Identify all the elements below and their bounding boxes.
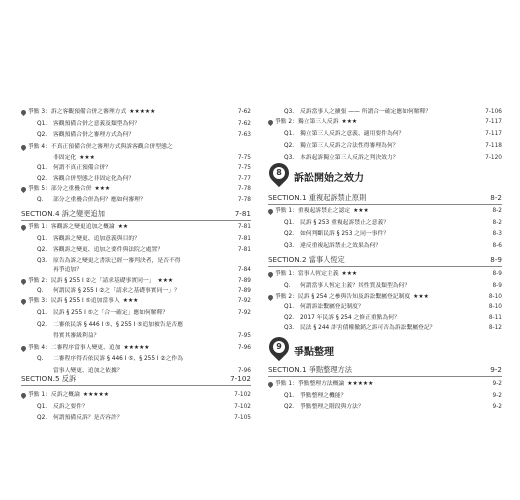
question-number: Q3. xyxy=(284,155,295,161)
entry-label: 爭點 3：訴之客觀預備合併之審理方式 xyxy=(28,109,127,115)
page-number: 8-12 xyxy=(488,325,502,331)
entry-text xyxy=(37,234,235,244)
entry-label: 爭點整理之機能？ xyxy=(300,393,347,399)
page-number: 7-77 xyxy=(237,176,251,182)
question-number: Q2. xyxy=(284,404,295,410)
question-entry[interactable] xyxy=(268,241,502,251)
entry-label: 獨立第三人反訴之合法性得審理為何？ xyxy=(300,143,399,149)
question-number: Q2. xyxy=(284,315,295,321)
chapter-heading xyxy=(268,337,334,363)
page-number: 7-102 xyxy=(234,404,251,410)
question-number: Q1. xyxy=(284,393,295,399)
entry-label: 2017 年民訴 § 254 之修正重點為何？ xyxy=(300,315,400,321)
entry-text xyxy=(37,119,235,129)
entry-text xyxy=(28,296,235,306)
question-entry[interactable] xyxy=(21,174,251,184)
location-pin-icon xyxy=(20,344,27,351)
entry-label: 爭點 5：部分之重疊合併 xyxy=(28,186,92,192)
page-number: 8-3 xyxy=(492,231,502,237)
entry-label: 得實其審級利益？ xyxy=(53,333,100,339)
entry-text xyxy=(53,331,235,341)
question-number: Q3. xyxy=(284,243,295,249)
page-number: 7-75 xyxy=(237,165,251,171)
entry-label: 爭點 3：民訴 § 255 I ⑤追加當事人 xyxy=(28,298,120,304)
entry-label: 爭點 2：獨立第三人反訴 xyxy=(275,119,339,125)
question-entry[interactable] xyxy=(21,245,251,255)
entry-text xyxy=(284,402,490,412)
entry-text xyxy=(284,241,490,251)
issue-entry[interactable] xyxy=(268,206,502,216)
entry-label: 爭點 1：重複起訴禁止之認定 xyxy=(275,208,351,214)
page-number: 7-102 xyxy=(230,374,251,383)
entry-label: 再爭追加？ xyxy=(53,267,82,273)
section-heading[interactable] xyxy=(21,374,251,384)
page-number: 8-2 xyxy=(492,220,502,226)
page-number: 8-6 xyxy=(492,243,502,249)
entry-label: 違反重複起訴禁止之效果為何？ xyxy=(300,243,382,249)
entry-label: 爭點整理之階段與方法？ xyxy=(300,404,364,410)
importance-stars: ★★ xyxy=(117,224,129,230)
location-pin-icon xyxy=(267,293,274,300)
question-number: Q2. xyxy=(37,176,48,182)
entry-continuation[interactable] xyxy=(21,265,251,275)
issue-entry[interactable] xyxy=(21,390,251,400)
entry-label: 本訴起訴獨立第三人反訴之判決效力？ xyxy=(300,155,399,161)
question-entry[interactable] xyxy=(268,218,502,228)
entry-label: 何謂當事人恆定主義？其性質及類型為何？ xyxy=(300,283,411,289)
entry-text xyxy=(28,343,235,353)
entry-label: 客觀訴之變更、追加意義與目的？ xyxy=(53,236,140,242)
entry-label: 原告為訴之變更之書狀已經一審判決者，是否不得 xyxy=(53,258,181,264)
question-entry[interactable] xyxy=(268,302,502,312)
location-pin-icon xyxy=(267,207,274,214)
question-entry[interactable] xyxy=(268,107,502,117)
page-number: 7-84 xyxy=(237,267,251,273)
entry-text xyxy=(275,117,482,127)
question-entry[interactable] xyxy=(268,141,502,151)
question-number: Q2. xyxy=(284,231,295,237)
question-number: Q3. xyxy=(284,109,295,115)
entry-text xyxy=(28,276,235,286)
entry-continuation[interactable] xyxy=(21,331,251,341)
section-heading[interactable] xyxy=(21,209,251,219)
entry-text xyxy=(275,269,490,279)
question-entry[interactable] xyxy=(268,129,502,139)
question-number: Q1. xyxy=(284,131,295,137)
question-entry[interactable] xyxy=(21,413,251,423)
page-number: 7-81 xyxy=(237,236,251,242)
page-number: 7-78 xyxy=(237,186,251,192)
importance-stars: ★★★ xyxy=(122,298,139,304)
entry-label: 何謂民訴 § 255 I ②之「請求之基礎事實同一」？ xyxy=(53,288,180,294)
question-entry[interactable] xyxy=(268,391,502,401)
question-entry[interactable] xyxy=(21,308,251,318)
importance-stars: ★★★ xyxy=(157,278,174,284)
page-number: 7-81 xyxy=(237,224,251,230)
page-number: 7-92 xyxy=(237,298,251,304)
page-number: 7-117 xyxy=(485,131,502,137)
location-pin-icon xyxy=(267,380,274,387)
entry-label: 客觀預備合併之意義及類型為何？ xyxy=(53,121,140,127)
question-number: Q. xyxy=(37,356,44,362)
entry-text xyxy=(284,229,490,239)
entry-text xyxy=(37,174,235,184)
chapter-pin-icon xyxy=(268,337,290,363)
page-number: 7-106 xyxy=(485,109,502,115)
entry-label: 非固定化 xyxy=(53,155,77,161)
question-number: Q3. xyxy=(37,258,48,264)
question-number: Q1. xyxy=(37,236,48,242)
question-entry[interactable] xyxy=(268,402,502,412)
chapter-title: 爭點整理 xyxy=(294,346,334,358)
issue-entry[interactable] xyxy=(21,142,251,152)
entry-text xyxy=(28,222,235,232)
entry-text xyxy=(53,153,235,163)
question-number: Q2. xyxy=(37,247,48,253)
page-number: 8-10 xyxy=(488,304,502,310)
page-number: 7-118 xyxy=(485,143,502,149)
entry-label: 爭點 2：民訴 § 254 之參與告知及訴訟繫屬登記制度 xyxy=(275,294,411,300)
entry-label: 民訴 § 255 I ⑤之「合一確定」應如何解釋？ xyxy=(53,310,169,316)
location-pin-icon xyxy=(20,185,27,192)
page-number: 8-9 xyxy=(490,255,502,264)
entry-label: 爭點 4：不真正預備合併之審理方式與訴客觀合併型態之 xyxy=(28,144,173,150)
question-number: Q. xyxy=(37,288,44,294)
entry-text xyxy=(37,402,231,412)
entry-text xyxy=(275,379,490,389)
issue-entry[interactable] xyxy=(21,107,251,117)
question-number: Q2. xyxy=(37,132,48,138)
page-number: 9-2 xyxy=(492,381,502,387)
question-entry[interactable] xyxy=(21,163,251,173)
page-number: 7-120 xyxy=(485,155,502,161)
page-number: 7-75 xyxy=(237,155,251,161)
page-number: 7-117 xyxy=(485,119,502,125)
entry-label: 何謂預備反訴？是否容許？ xyxy=(53,415,123,421)
importance-stars: ★★★★★ xyxy=(129,109,156,115)
page-number: 7-89 xyxy=(237,288,251,294)
importance-stars: ★★★ xyxy=(79,155,95,161)
entry-text xyxy=(37,320,251,330)
entry-text xyxy=(284,302,486,312)
question-entry[interactable] xyxy=(21,354,251,364)
issue-entry[interactable] xyxy=(21,276,251,286)
page-number: 8-9 xyxy=(492,271,502,277)
entry-label: 部分之重疊合併為何？應如何審理？ xyxy=(53,197,146,203)
entry-label: 何謂訴訟繫屬登記制度？ xyxy=(300,304,364,310)
page-number: 7-92 xyxy=(237,310,251,316)
question-number: Q1. xyxy=(37,121,48,127)
question-number: Q. xyxy=(284,283,291,289)
issue-entry[interactable] xyxy=(21,184,251,194)
question-entry[interactable] xyxy=(268,153,502,163)
question-entry[interactable] xyxy=(21,286,251,296)
chapter-title: 訴訟開始之效力 xyxy=(294,172,364,184)
entry-label: 獨立第三人反訴之意義、適用要件為何？ xyxy=(300,131,405,137)
page-number: 7-96 xyxy=(237,368,251,374)
entry-text xyxy=(284,141,482,151)
question-number: Q3. xyxy=(284,325,295,331)
issue-entry[interactable] xyxy=(268,292,502,302)
question-entry[interactable] xyxy=(21,119,251,129)
entry-continuation[interactable] xyxy=(21,153,251,163)
question-entry[interactable] xyxy=(21,234,251,244)
page-number: 8-2 xyxy=(492,208,502,214)
entry-text xyxy=(28,142,251,152)
entry-label: 何謂不真正預備合併？ xyxy=(53,165,111,171)
chapter-number: 8 xyxy=(273,167,285,179)
entry-label: 客觀訴之變更、追加之要件與法院之處置？ xyxy=(53,247,164,253)
entry-label: 當事人變更、追加之依據？ xyxy=(53,368,123,374)
entry-label: 爭點 1：爭點整理方法概論 xyxy=(275,381,345,387)
entry-label: 如何判斷民訴 § 253 之同一事件？ xyxy=(300,231,390,237)
entry-text xyxy=(28,390,231,400)
page-number: 8-2 xyxy=(490,193,502,202)
page-number: 7-62 xyxy=(237,109,251,115)
entry-text xyxy=(284,281,490,291)
issue-entry[interactable] xyxy=(268,269,502,279)
page-number: 7-102 xyxy=(234,392,251,398)
importance-stars: ★★★ xyxy=(413,294,429,300)
entry-label: 二審程序得否依民訴 § 446 I ⑤、§ 255 I ②之作為 xyxy=(53,356,183,362)
entry-label: 民訴 § 253 重複起訴禁止之意義？ xyxy=(300,220,390,226)
question-number: Q2. xyxy=(284,143,295,149)
location-pin-icon xyxy=(20,391,27,398)
entry-text xyxy=(275,292,486,302)
entry-text xyxy=(284,391,490,401)
entry-text xyxy=(37,354,251,364)
page-number: 9-2 xyxy=(492,404,502,410)
section-divider xyxy=(268,266,502,267)
section-divider xyxy=(21,385,251,386)
question-number: Q2. xyxy=(37,322,48,328)
issue-entry[interactable] xyxy=(21,343,251,353)
chapter-pin-icon xyxy=(268,163,290,189)
question-entry[interactable] xyxy=(268,323,502,333)
question-entry[interactable] xyxy=(21,130,251,140)
section-heading[interactable] xyxy=(268,365,502,375)
section-heading[interactable] xyxy=(268,193,502,203)
entry-text xyxy=(275,206,490,216)
entry-label: 客觀合併型態之非固定化為何？ xyxy=(53,176,135,182)
page-number: 9-2 xyxy=(490,365,502,374)
question-number: Q1. xyxy=(284,220,295,226)
issue-entry[interactable] xyxy=(268,379,502,389)
question-entry[interactable] xyxy=(21,320,251,330)
section-title: SECTION.4 訴之變更追加 xyxy=(21,209,105,218)
entry-text xyxy=(37,308,235,318)
issue-entry[interactable] xyxy=(21,296,251,306)
entry-text xyxy=(28,107,235,117)
location-pin-icon xyxy=(20,277,27,284)
question-number: Q1. xyxy=(37,310,48,316)
page-number: 7-105 xyxy=(234,415,251,421)
section-title: SECTION.5 反訴 xyxy=(21,374,77,383)
location-pin-icon xyxy=(20,223,27,230)
location-pin-icon xyxy=(20,108,27,115)
section-title: SECTION.2 當事人恆定 xyxy=(268,255,345,264)
chapter-number: 9 xyxy=(273,341,285,353)
importance-stars: ★★★ xyxy=(353,208,369,214)
entry-text xyxy=(37,245,235,255)
importance-stars: ★★★★★ xyxy=(82,392,109,398)
entry-label: 爭點 4：二審程序當事人變更、追加 xyxy=(28,345,121,351)
question-number: Q2. xyxy=(37,415,48,421)
location-pin-icon xyxy=(20,143,27,150)
importance-stars: ★★★ xyxy=(341,119,358,125)
page-number: 8-11 xyxy=(488,315,502,321)
question-number: Q1. xyxy=(37,404,48,410)
section-divider xyxy=(268,204,502,205)
entry-text xyxy=(28,184,235,194)
entry-text xyxy=(284,129,482,139)
page-number: 7-89 xyxy=(237,278,251,284)
page-number: 7-63 xyxy=(237,132,251,138)
section-title: SECTION.1 重複起訴禁止原則 xyxy=(268,193,367,202)
entry-text xyxy=(37,195,235,205)
importance-stars: ★★★ xyxy=(94,186,111,192)
page-number: 8-9 xyxy=(492,283,502,289)
location-pin-icon xyxy=(20,297,27,304)
entry-text xyxy=(37,163,235,173)
question-entry[interactable] xyxy=(268,313,502,323)
location-pin-icon xyxy=(267,270,274,277)
page-number: 9-2 xyxy=(492,393,502,399)
entry-label: 民法 § 244 詐害債權撤銷之訴可否為訴訟繫屬登記？ xyxy=(300,325,436,331)
entry-label: 二審依民訴 § 446 I ⑤、§ 255 I ⑤追加被告是否應 xyxy=(53,322,183,328)
section-title: SECTION.1 爭點整理方法 xyxy=(268,365,352,374)
entry-label: 爭點 1：客觀訴之變更追加之概論 xyxy=(28,224,115,230)
entry-label: 爭點 2：民訴 § 255 I ②之「請求基礎事實同一」 xyxy=(28,278,155,284)
entry-text xyxy=(284,107,482,117)
importance-stars: ★★★ xyxy=(341,271,358,277)
section-divider xyxy=(268,376,502,377)
entry-label: 爭點 1：反訴之概論 xyxy=(28,392,80,398)
entry-text xyxy=(53,265,235,275)
section-heading[interactable] xyxy=(268,255,502,265)
page-number: 7-78 xyxy=(237,197,251,203)
entry-text xyxy=(284,323,486,333)
entry-text xyxy=(284,153,482,163)
entry-label: 客觀預備合併之審理方式為何？ xyxy=(53,132,135,138)
importance-stars: ★★★★★ xyxy=(347,381,374,387)
question-entry[interactable] xyxy=(21,402,251,412)
location-pin-icon xyxy=(267,118,274,125)
question-entry[interactable] xyxy=(21,195,251,205)
entry-text xyxy=(284,218,490,228)
entry-label: 反訴之要件？ xyxy=(53,404,88,410)
entry-text xyxy=(37,286,235,296)
question-number: Q1. xyxy=(284,304,295,310)
entry-label: 爭點 1：當事人恆定主義 xyxy=(275,271,339,277)
page-number: 7-81 xyxy=(234,209,251,218)
page-number: 7-96 xyxy=(237,345,251,351)
question-entry[interactable] xyxy=(268,229,502,239)
section-divider xyxy=(21,220,251,221)
entry-text xyxy=(37,413,231,423)
issue-entry[interactable] xyxy=(268,117,502,127)
question-number: Q. xyxy=(37,197,44,203)
page-number: 8-10 xyxy=(488,294,502,300)
question-number: Q1. xyxy=(37,165,48,171)
entry-label: 反訴當事人之擴張 —— 所謂合一確定應如何解釋？ xyxy=(300,109,432,115)
page-number: 7-95 xyxy=(237,333,251,339)
question-entry[interactable] xyxy=(268,281,502,291)
chapter-heading xyxy=(268,163,364,189)
page-number: 7-81 xyxy=(237,247,251,253)
entry-text xyxy=(284,313,486,323)
issue-entry[interactable] xyxy=(21,222,251,232)
entry-text xyxy=(37,130,235,140)
importance-stars: ★★★★★ xyxy=(123,345,150,351)
page-number: 7-62 xyxy=(237,121,251,127)
